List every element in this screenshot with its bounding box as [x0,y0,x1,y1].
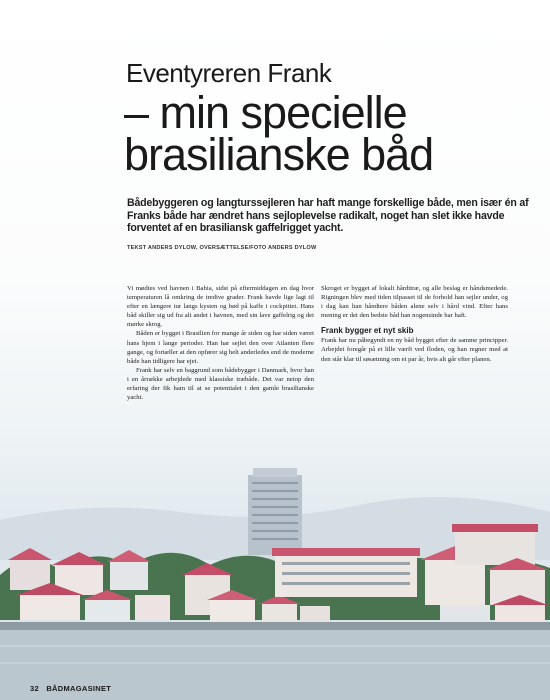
paragraph: Frank har selv en baggrund som bådebygger i Danmark, hvor han i en årrække arbejdede med klassiske træbåde. Det var netop den erfaring der fik ham til at se potentialet i den gamle brasilianske yacht. [127,366,314,402]
paragraph: Frank har nu påbegyndt en ny båd bygget efter de samme principper. Arbejdet foregår på et lille værft ved floden, og han regner med at den står klar til søsætning om et par år, hvis alt går efter planen. [321,337,508,363]
headline-line-1: Eventyreren Frank [126,58,332,88]
page-number: 32 [30,684,39,693]
headline-line-2: – min specielle [124,87,407,138]
paragraph: Vi mødtes ved havnen i Bahia, sidst på eftermiddagen en dag hvor temperaturen lå omkring de tredive grader. Frank havde lige lagt til efter en længere tur langs kysten og bød på kaffe i cockpittet. Hans båd skiller sig ud fra alt andet i havnen, med sin lave gaffelrig og det mørke skrog. [127,285,314,329]
body-column-left [127,284,314,402]
subheading: Frank bygger et nyt skib [321,326,414,336]
paragraph: Skroget er bygget af lokalt hårdttræ, og alle beslag er håndsmedede. Rigningen blev med tiden tilpasset til de forhold han sejler under, og i dag kan han håndtere båden alene selv i hård vind. Efter hans mening er det den bedste båd han nogensinde har haft. [321,285,508,320]
paragraph: Båden er bygget i Brasilien for mange år siden og har siden været hans hjem i lange perioder. Han har sejlet den over Atlanten flere gange, og fortæller at den opfører sig helt anderledes end de moderne både han tidligere har ejet. [127,330,314,365]
office-tower [248,468,302,555]
hotel-building [272,548,420,597]
magazine-name: BÅDMAGASINET [46,684,112,693]
page-folio [30,684,111,693]
body-column-right [321,284,508,364]
article-deck: Bådebyggeren og langturssejleren har haft mange forskellige både, men især én af Franks både har ændret hans sejloplevelse radikalt, noget han slet ikke havde forventet af en brasiliansk gaffelrigget yacht. [127,197,529,234]
headline-line-3: brasilianske båd [124,129,434,180]
byline-credit: TEKST ANDERS DYLOW, OVERSÆTTELSE/FOTO ANDERS DYLOW [127,245,317,251]
